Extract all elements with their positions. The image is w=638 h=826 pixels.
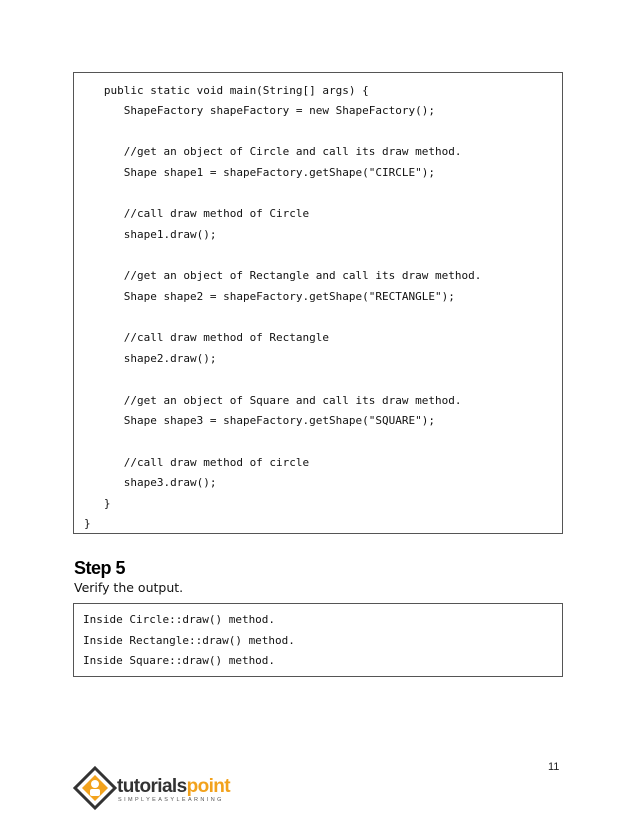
logo-name-part2: point	[186, 776, 230, 797]
output-line: Inside Circle::draw() method.	[83, 613, 276, 626]
output-block	[73, 603, 563, 677]
code-line: //get an object of Circle and call its draw method.	[84, 145, 462, 158]
code-line: //get an object of Rectangle and call its draw method.	[84, 269, 482, 282]
code-line: Shape shape3 = shapeFactory.getShape("SQUARE");	[84, 414, 435, 427]
logo-name	[117, 776, 230, 798]
code-line: ShapeFactory shapeFactory = new ShapeFactory();	[84, 104, 435, 117]
logo-mark-icon	[73, 766, 119, 812]
code-line: //get an object of Square and call its draw method.	[84, 394, 462, 407]
step-heading: Step 5	[74, 558, 126, 578]
code-line: shape3.draw();	[84, 476, 217, 489]
output-line: Inside Rectangle::draw() method.	[83, 634, 295, 647]
code-line: shape1.draw();	[84, 228, 217, 241]
tutorialspoint-logo	[73, 766, 243, 812]
code-line: Shape shape1 = shapeFactory.getShape("CIRCLE");	[84, 166, 435, 179]
code-line: Shape shape2 = shapeFactory.getShape("RECTANGLE");	[84, 290, 455, 303]
output-line: Inside Square::draw() method.	[83, 654, 276, 667]
code-line: //call draw method of circle	[84, 456, 310, 469]
code-line: }	[84, 497, 111, 510]
code-line: public static void main(String[] args) {	[84, 84, 369, 97]
page-number: 11	[548, 761, 560, 773]
code-line: }	[84, 517, 91, 530]
step-description: Verify the output.	[74, 580, 184, 595]
code-line: shape2.draw();	[84, 352, 217, 365]
code-line: //call draw method of Rectangle	[84, 331, 330, 344]
logo-tagline: SIMPLYEASYLEARNING	[118, 797, 224, 803]
code-block	[73, 72, 563, 534]
logo-name-part1: tutorials	[117, 776, 187, 797]
code-line: //call draw method of Circle	[84, 207, 310, 220]
